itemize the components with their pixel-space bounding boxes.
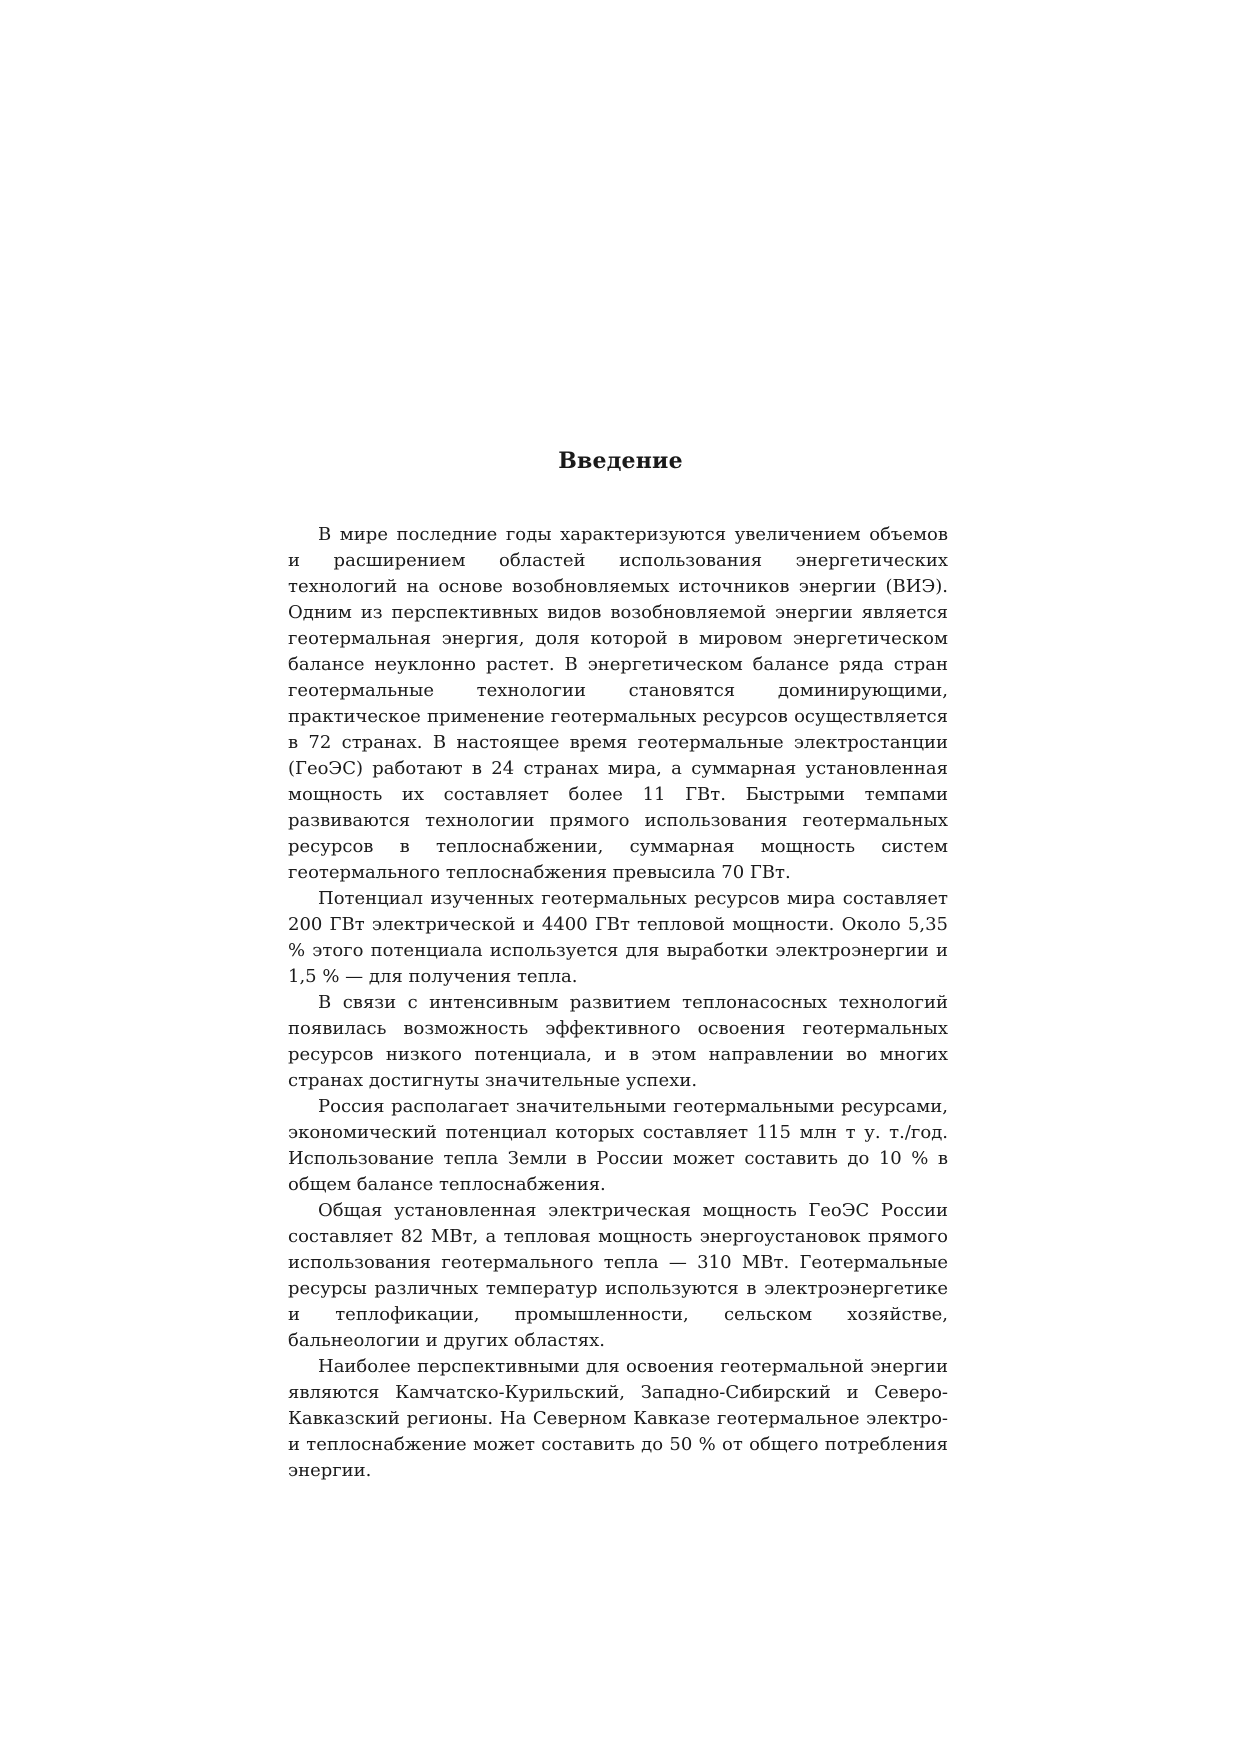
paragraph: Потенциал изученных геотермальных ресурсов мира составляет 200 ГВт электрической и 4400 ГВт тепловой мощности. Около 5,35 % этого потенциала используется для выработки электроэнергии и 1,5 % — для получения тепла. xyxy=(288,888,948,987)
paragraph: Наиболее перспективными для освоения геотермальной энергии являются Камчатско-Курильский, Западно-Сибирский и Северо-Кавказский регионы. На Северном Кавказе геотермальное электро- и теплоснабжение может составить до 50 % от общего потребления энергии. xyxy=(288,1356,948,1481)
body-text xyxy=(288,522,948,1484)
paragraph: Россия располагает значительными геотермальными ресурсами, экономический потенциал которых составляет 115 млн т у. т./год. Использование тепла Земли в России может составить до 10 % в общем балансе теплоснабжения. xyxy=(288,1096,948,1195)
paragraph: В связи с интенсивным развитием теплонасосных технологий появилась возможность эффективного освоения геотермальных ресурсов низкого потенциала, и в этом направлении во многих странах достигнуты значительные успехи. xyxy=(288,992,948,1091)
paragraph: В мире последние годы характеризуются увеличением объемов и расширением областей использования энергетических технологий на основе возобновляемых источников энергии (ВИЭ). Одним из перспективных видов возобновляемой энергии является геотермальная энергия, доля которой в мировом энергетическом балансе неуклонно растет. В энергетическом балансе ряда стран геотермальные технологии становятся доминирующими, практическое применение геотермальных ресурсов осуществляется в 72 странах. В настоящее время геотермальные электростанции (ГеоЭС) работают в 24 странах мира, а суммарная установленная мощность их составляет более 11 ГВт. Быстрыми темпами развиваются технологии прямого использования геотермальных ресурсов в теплоснабжении, суммарная мощность систем геотермального теплоснабжения превысила 70 ГВт. xyxy=(288,524,948,883)
page-title: Введение xyxy=(558,448,683,474)
paragraph: Общая установленная электрическая мощность ГеоЭС России составляет 82 МВт, а тепловая мощность энергоустановок прямого использования геотермального тепла — 310 МВт. Геотермальные ресурсы различных температур используются в электроэнергетике и теплофикации, промышленности, сельском хозяйстве, бальнеологии и других областях. xyxy=(288,1200,948,1351)
